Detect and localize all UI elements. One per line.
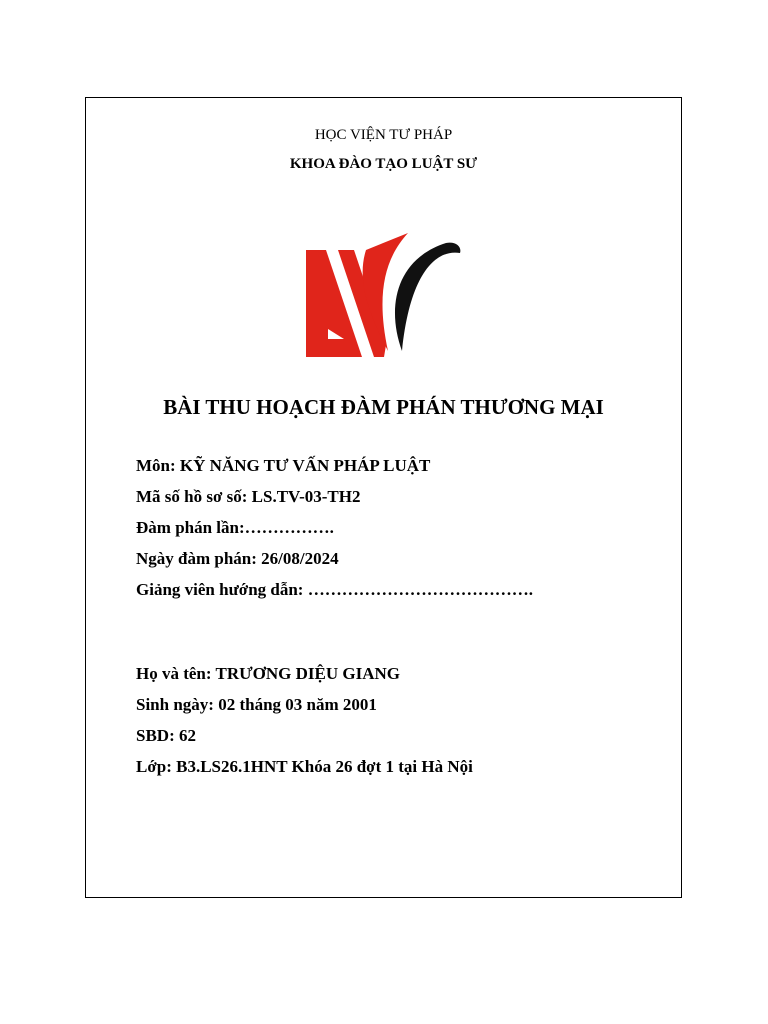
candidate-number-line: SBD: 62 bbox=[136, 726, 196, 745]
institute-name: HỌC VIỆN TƯ PHÁP bbox=[314, 127, 453, 143]
case-number-line: Mã số hồ sơ số: LS.TV-03-TH2 bbox=[136, 487, 361, 506]
negotiation-date-line: Ngày đàm phán: 26/08/2024 bbox=[136, 549, 339, 568]
faculty-name: KHOA ĐÀO TẠO LUẬT SƯ bbox=[289, 156, 478, 172]
document-title: BÀI THU HOẠCH ĐÀM PHÁN THƯƠNG MẠI bbox=[163, 395, 604, 419]
negotiation-round-line: Đàm phán lần:……………. bbox=[136, 518, 334, 537]
logo-black-crescent bbox=[395, 243, 460, 351]
student-name-line: Họ và tên: TRƯƠNG DIỆU GIANG bbox=[136, 664, 400, 683]
instructor-line: Giảng viên hướng dẫn: …………………………………. bbox=[136, 580, 533, 599]
academy-logo-icon bbox=[304, 233, 464, 359]
subject-line: Môn: KỸ NĂNG TƯ VẤN PHÁP LUẬT bbox=[136, 456, 431, 475]
cover-page-frame bbox=[85, 97, 682, 898]
class-line: Lớp: B3.LS26.1HNT Khóa 26 đợt 1 tại Hà Nội bbox=[136, 757, 473, 776]
birth-date-line: Sinh ngày: 02 tháng 03 năm 2001 bbox=[136, 695, 377, 714]
